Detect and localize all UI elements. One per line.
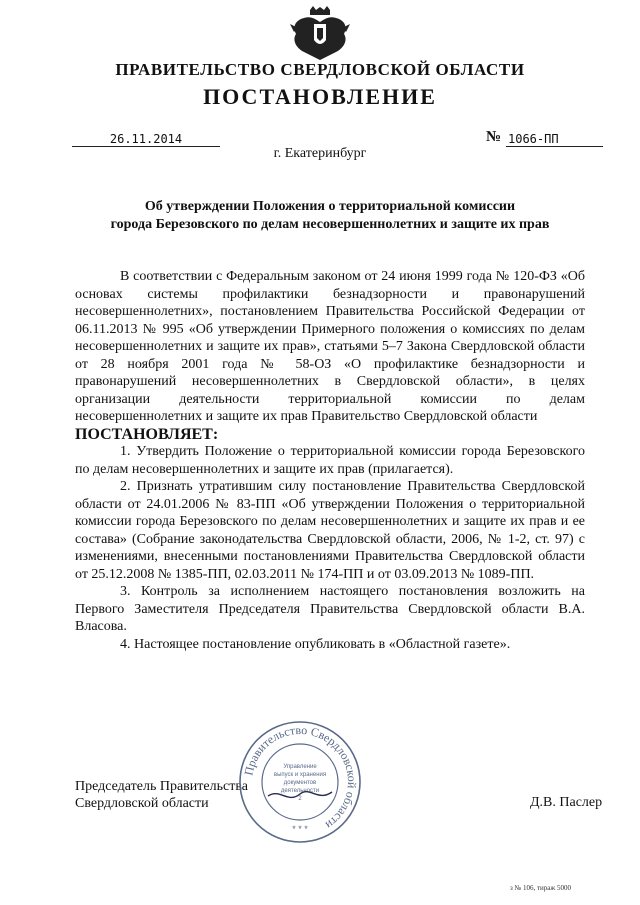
item-paragraph-1: 1. Утвердить Положение о территориальной комиссии города Березовского по делам несовершеннолетних и защите их прав (прилагается). (75, 444, 585, 477)
document-date: 26.11.2014 (72, 132, 220, 147)
document-title (60, 198, 600, 234)
document-number: 1066-ПП (506, 132, 603, 147)
number-prefix: № (486, 129, 502, 145)
stamp-inner-line-2: выпуск и хранения (273, 772, 327, 778)
stamp-inner-line-3: документов (283, 780, 317, 786)
signatory-position (75, 778, 248, 812)
stamp-stars: * * * (292, 824, 308, 834)
stamp-inner-line-4: деятельности (280, 788, 320, 794)
stamp-inner-line-5: 2 (298, 796, 302, 802)
title-line-1: Об утверждении Положения о территориальной комиссии (144, 199, 516, 214)
document-body (75, 268, 585, 653)
title-line-2: города Березовского по делам несовершеннолетних и защите их прав (110, 217, 550, 232)
stamp-inner-line-1: Управление (283, 764, 317, 770)
signatory-name: Д.В. Паслер (530, 795, 603, 810)
decree-heading: ПОСТАНОВЛЯЕТ: (75, 425, 219, 443)
document-type: ПОСТАНОВЛЕНИЕ (203, 84, 437, 109)
city-line: г. Екатеринбург (273, 146, 367, 161)
signatory-position-line-2: Свердловской области (75, 796, 209, 811)
organization-name: ПРАВИТЕЛЬСТВО СВЕРДЛОВСКОЙ ОБЛАСТИ (115, 60, 525, 79)
stamp-outer-text: Правительство Свердловской области (241, 722, 360, 833)
item-paragraph-3: 3. Контроль за исполнением настоящего постановления возложить на Первого Заместителя Председателя Правительства Свердловской области В.А. Власова. (75, 584, 585, 634)
coat-of-arms-icon (286, 6, 354, 62)
print-info: з № 106, тираж 5000 (510, 884, 571, 892)
signatory-position-line-1: Председатель Правительства (75, 779, 248, 794)
official-stamp-icon (236, 718, 364, 846)
item-paragraph-2: 2. Признать утратившим силу постановление Правительства Свердловской области от 24.01.2006 № 83-ПП «Об утверждении Положения о территориальной комиссии города Березовского по делам несовершеннолетних и защите их прав и ее состава» (Собрание законодательства Свердловской области, 2006, № 1-2, ст. 97) с изменениями, внесенными постановлениями Правительства Свердловской области от 25.12.2008 № 1385-ПП, 02.03.2011 № 174-ПП и от 03.09.2013 № 1089-ПП. (75, 479, 585, 582)
item-paragraph-4: 4. Настоящее постановление опубликовать в «Областной газете». (120, 636, 511, 652)
preamble-paragraph: В соответствии с Федеральным законом от 24 июня 1999 года № 120-ФЗ «Об основах системы профилактики безнадзорности и правонарушений несовершеннолетних», постановлением Правительства Российской Федерации от 06.11.2013 № 995 «Об утверждении Примерного положения о комиссиях по делам несовершеннолетних и защите их прав», статьями 5–7 Закона Свердловской области от 28 ноября 2001 года № 58-ОЗ «О профилактике безнадзорности и правонарушений несовершеннолетних в Свердловской области», в целях организации деятельности территориальной комиссии по делам несовершеннолетних и защите их прав Правительство Свердловской области (75, 269, 585, 424)
